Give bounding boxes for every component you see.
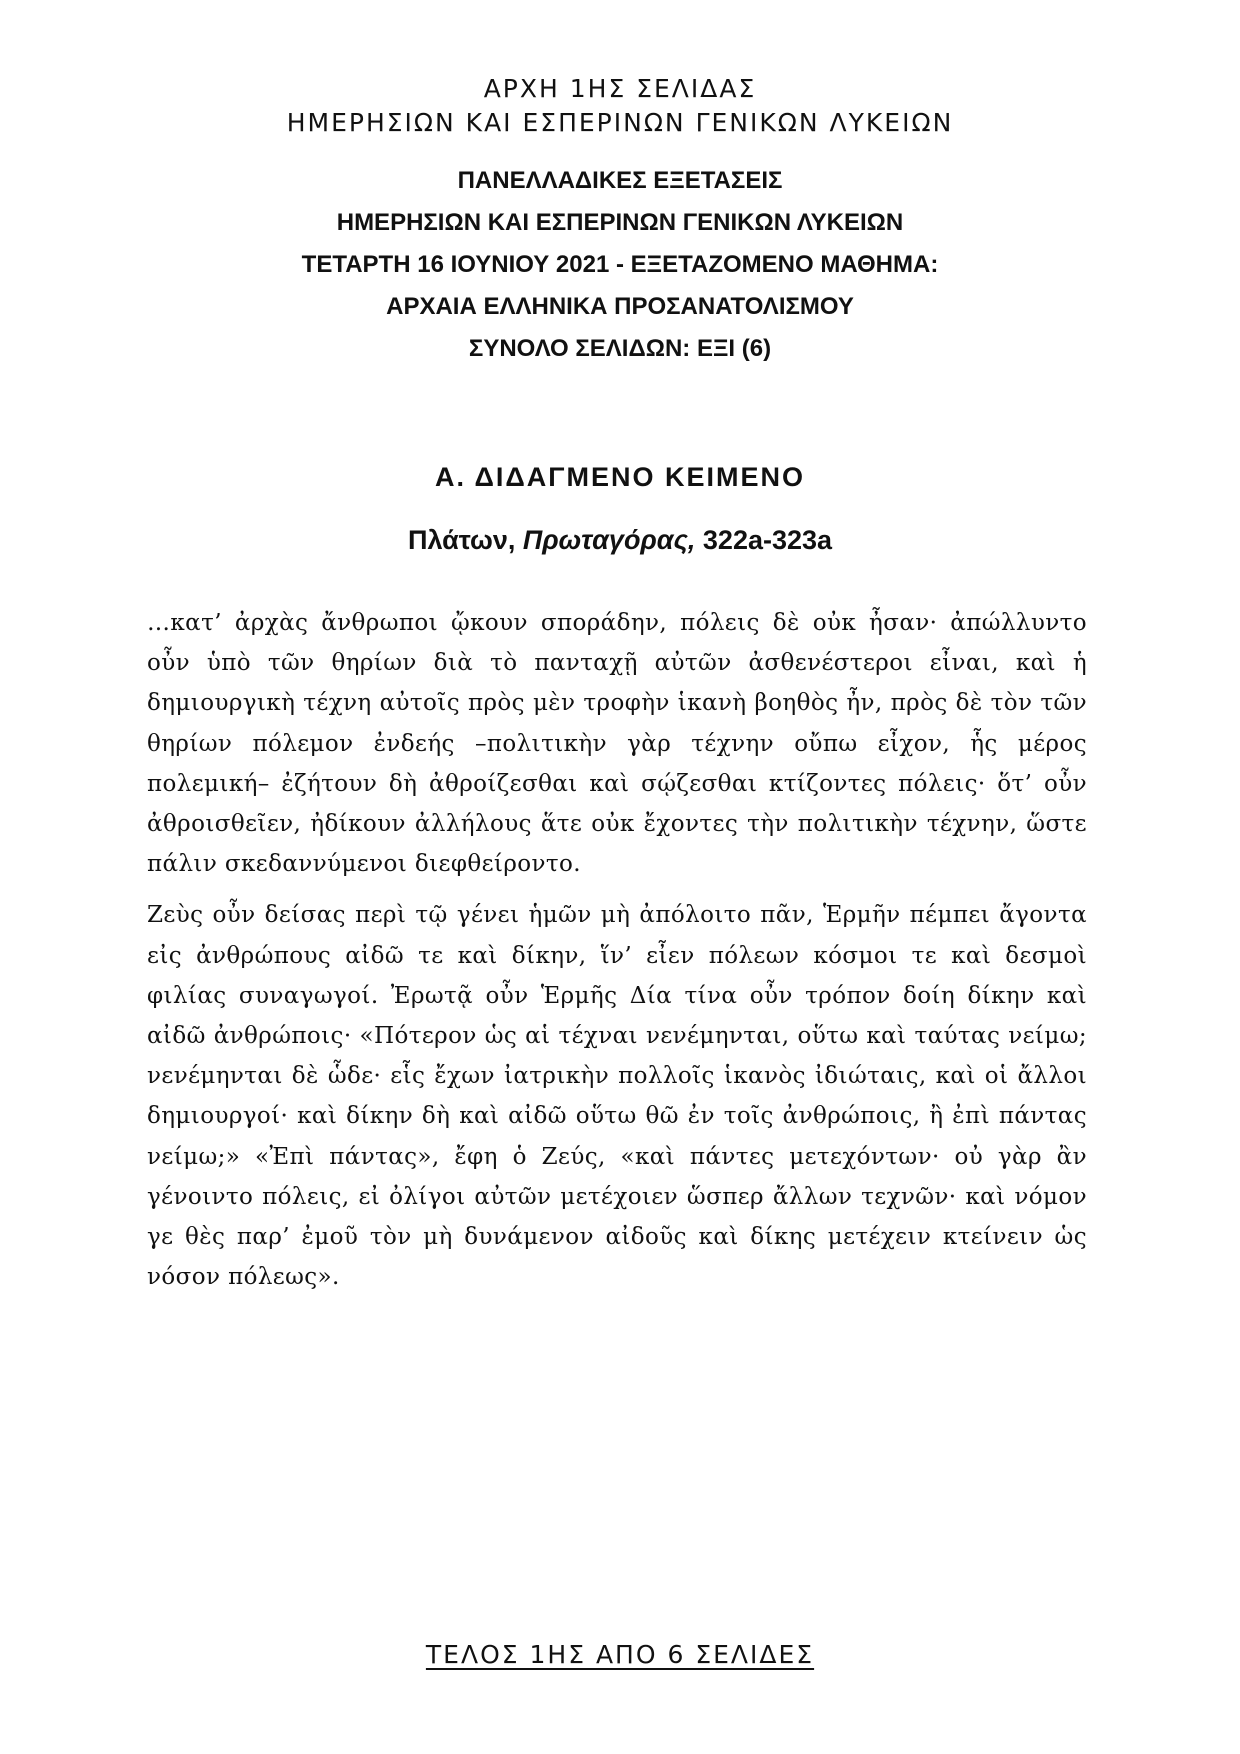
page-footer (0, 1640, 1240, 1669)
exam-subject: ΑΡΧΑΙΑ ΕΛΛΗΝΙΚΑ ΠΡΟΣΑΝΑΤΟΛΙΣΜΟΥ (386, 293, 854, 320)
section-title: Α. ΔΙΔΑΓΜΕΝΟ ΚΕΙΜΕΝΟ (434, 462, 806, 492)
header-page-start: ΑΡΧΗ 1ΗΣ ΣΕΛΙΔΑΣ (483, 74, 757, 103)
exam-total-pages: ΣΥΝΟΛΟ ΣΕΛΙΔΩΝ: ΕΞΙ (6) (468, 335, 772, 362)
source-work: Πρωταγόρας, (522, 525, 696, 555)
source-citation (0, 525, 1240, 556)
exam-info (0, 160, 1240, 370)
footer-label: ΤΕΛΟΣ 1ΗΣ ΑΠΟ 6 ΣΕΛΙΔΕΣ (425, 1640, 815, 1669)
header-schools: ΗΜΕΡΗΣΙΩΝ ΚΑΙ ΕΣΠΕΡΙΝΩΝ ΓΕΝΙΚΩΝ ΛΥΚΕΙΩΝ (286, 108, 954, 137)
exam-title: ΠΑΝΕΛΛΑΔΙΚΕΣ ΕΞΕΤΑΣΕΙΣ (457, 167, 783, 194)
page-header (0, 72, 1240, 140)
source-reference: 322a-323a (695, 525, 833, 555)
text-paragraph-2: Ζεὺς οὖν δείσας περὶ τῷ γένει ἡμῶν μὴ ἀπόλοιτο πᾶν, Ἑρμῆν πέμπει ἄγοντα εἰς ἀνθρώπους αἰδῶ τε καὶ δίκην, ἵν’ εἶεν πόλεων κόσμοι τε καὶ δεσμοὶ φιλίας συναγωγοί. Ἐρωτᾷ οὖν Ἑρμῆς Δία τίνα οὖν τρόπον δοίη δίκην καὶ αἰδῶ ἀνθρώποις· «Πότερον ὡς αἱ τέχναι νενέμηνται, οὕτω καὶ ταύτας νείμω; νενέμηνται δὲ ὧδε· εἷς ἔχων ἰατρικὴν πολλοῖς ἱκανὸς ἰδιώταις, καὶ οἱ ἄλλοι δημιουργοί· καὶ δίκην δὴ καὶ αἰδῶ οὕτω θῶ ἐν τοῖς ἀνθρώποις, ἢ ἐπὶ πάντας νείμω;» «Ἐπὶ πάντας», ἔφη ὁ Ζεύς, «καὶ πάντες μετεχόντων· οὐ γὰρ ἂν γένοιντο πόλεις, εἰ ὀλίγοι αὐτῶν μετέχοιεν ὥσπερ ἄλλων τεχνῶν· καὶ νόμον γε θὲς παρ’ ἐμοῦ τὸν μὴ δυνάμενον αἰδοῦς καὶ δίκης μετέχειν κτείνειν ὡς νόσον πόλεως». (147, 902, 1087, 1291)
ancient-text (147, 603, 1087, 1297)
exam-date-subject: ΤΕΤΑΡΤΗ 16 ΙΟΥΝΙΟΥ 2021 - ΕΞΕΤΑΖΟΜΕΝΟ ΜΑΘΗΜΑ: (301, 251, 939, 278)
source-author: Πλάτων, (407, 525, 523, 555)
exam-schools: ΗΜΕΡΗΣΙΩΝ ΚΑΙ ΕΣΠΕΡΙΝΩΝ ΓΕΝΙΚΩΝ ΛΥΚΕΙΩΝ (336, 209, 904, 236)
text-paragraph-1: …κατ’ ἀρχὰς ἄνθρωποι ᾤκουν σποράδην, πόλεις δὲ οὐκ ἦσαν· ἀπώλλυντο οὖν ὑπὸ τῶν θηρίων διὰ τὸ πανταχῇ αὐτῶν ἀσθενέστεροι εἶναι, καὶ ἡ δημιουργικὴ τέχνη αὐτοῖς πρὸς μὲν τροφὴν ἱκανὴ βοηθὸς ἦν, πρὸς δὲ τὸν τῶν θηρίων πόλεμον ἐνδεής –πολιτικὴν γὰρ τέχνην οὔπω εἶχον, ἧς μέρος πολεμική– ἐζήτουν δὴ ἀθροίζεσθαι καὶ σῴζεσθαι κτίζοντες πόλεις· ὅτ’ οὖν ἀθροισθεῖεν, ἠδίκουν ἀλλήλους ἅτε οὐκ ἔχοντες τὴν πολιτικὴν τέχνην, ὥστε πάλιν σκεδαννύμενοι διεφθείροντο. (147, 610, 1087, 878)
